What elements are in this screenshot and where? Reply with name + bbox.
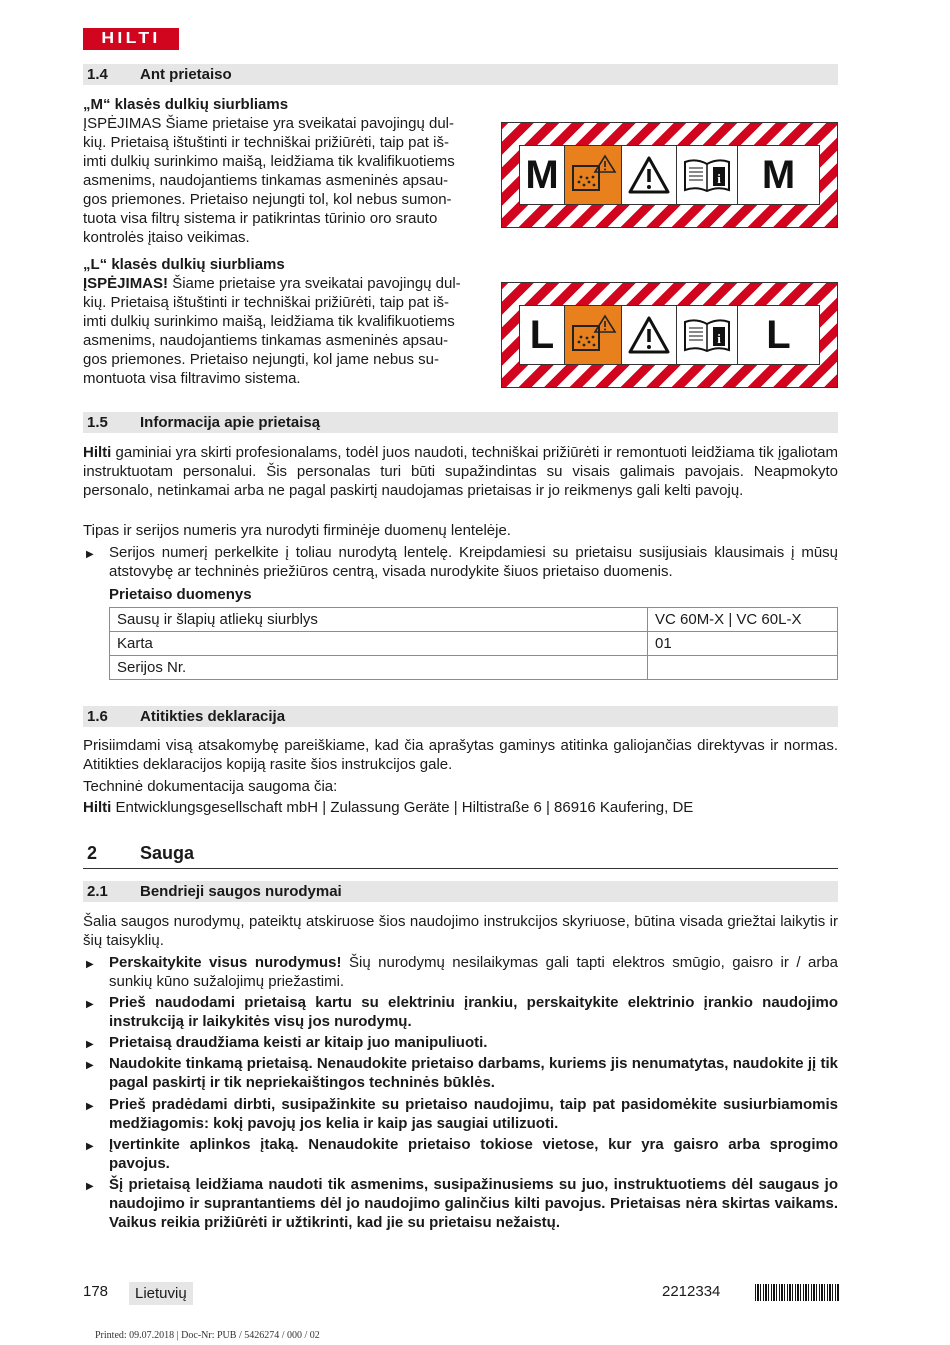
bullet-arrow-icon: ▶: [86, 549, 94, 560]
safety-bullet-2: Prieš naudodami prietaisą kartu su elektriniu įrankiu, perskaitykite elektrinio įrankio naudojimo instrukciją ir laikykitės visų jos nurodymų.: [109, 994, 838, 1030]
svg-text:i: i: [717, 171, 721, 186]
barcode-icon: [755, 1284, 839, 1301]
print-info: Printed: 09.07.2018 | Doc-Nr: PUB / 5426274 / 000 / 02: [95, 1330, 320, 1341]
bullet-arrow-icon: ▶: [86, 1039, 94, 1050]
dust-hazard-icon: [565, 306, 622, 364]
device-data-table: [109, 607, 838, 680]
hilti-logo: HILTI: [83, 28, 179, 50]
language-tag: Lietuvių: [129, 1282, 193, 1305]
tech-doc-note: Techninė dokumentacija saugoma čia:: [83, 778, 338, 795]
manufacturer-address: Hilti Entwicklungsgesellschaft mbH | Zulassung Geräte | Hiltistraße 6 | 86916 Kaufering, DE: [83, 799, 694, 816]
l-class-text: ĮSPĖJIMAS! Šiame prietaise yra sveikatai pavojingų dul- kių. Prietaisą ištuštinti ir techniškai prižiūrėti, taip pat iš- imti dulkių surinkimo maišą, leidžiama tik kvalifikuotiems asmenims, naudojantiems tinkamas asmeninės apsau- gos priemones. Prietaiso nejungti, kol jame nebus su- montuota visa filtravimo sistema.: [83, 275, 461, 387]
table-row: Serijos Nr.: [110, 656, 838, 680]
table-row: Karta 01: [110, 632, 838, 656]
dust-hazard-icon: [565, 146, 622, 204]
device-data-title: Prietaiso duomenys: [109, 586, 252, 603]
read-manual-icon: [677, 306, 738, 364]
m-class-heading: „M“ klasės dulkių siurbliams: [83, 96, 289, 113]
l-class-warning-label: [501, 282, 838, 388]
warning-triangle-icon: [622, 146, 677, 204]
section-bar-1-5: 1.5 Informacija apie prietaisą: [83, 412, 838, 433]
conformity-paragraph: Prisiimdami visą atsakomybę pareiškiame, kad čia aprašytas gaminys atitinka galiojančias direktyvas ir normas. Atitikties deklaracijos kopiją rasite šios instrukcijos gale.: [83, 737, 838, 773]
l-letter-right: L: [766, 313, 791, 357]
read-manual-icon: [677, 146, 738, 204]
safety-bullet-7: Šį prietaisą leidžiama naudoti tik asmenims, susipažinusiems su juo, instruktuotiems dėl saugaus jo naudojimo ir suprantantiems dėl jo naudojimo galinčius kilti pavojus. Prietaisas nėra skirtas vaikams. Vaikus reikia prižiūrėti ir užtikrinti, kad jie su prietaisu nežaistų.: [109, 1176, 838, 1231]
bullet-arrow-icon: ▶: [86, 1101, 94, 1112]
bullet-arrow-icon: ▶: [86, 959, 94, 970]
l-letter-left: L: [520, 306, 565, 364]
bullet-arrow-icon: ▶: [86, 1060, 94, 1071]
safety-bullet-6: Įvertinkite aplinkos įtaką. Nenaudokite prietaiso tokiose vietose, kur yra gaisro arba sprogimo pavojus.: [109, 1136, 838, 1172]
bullet-arrow-icon: ▶: [86, 1141, 94, 1152]
m-class-warning-label: [501, 122, 838, 228]
m-letter-left: M: [520, 146, 565, 204]
page-number: 178: [83, 1283, 109, 1300]
chapter-heading-2: 2 Sauga: [83, 844, 838, 869]
safety-intro: Šalia saugos nurodymų, pateiktų atskiruose šios naudojimo instrukcijos skyriuose, būtina visada griežtai laikytis ir šių taisyklių.: [83, 913, 838, 949]
safety-bullet-1: Perskaitykite visus nurodymus! Šių nurodymų nesilaikymas gali tapti elektros smūgio, gaisro ir / arba sunkių kūno sužalojimų priežastimi.: [109, 954, 838, 990]
l-class-heading: „L“ klasės dulkių siurbliams: [83, 256, 285, 273]
svg-text:i: i: [717, 331, 721, 346]
device-info-paragraph: Hilti gaminiai yra skirti profesionalams, todėl juos naudoti, techniškai prižiūrėti ir remontuoti leidžiama tik įgaliotam instruktuotam personalui. Šis personalas turi būti supažindintas su visais galimais pavojais. Neapmokyto personalo, netinkamai arba ne pagal paskirtį naudojamas prietaisas ir jo reikmenys gali kelti pavojų.: [83, 444, 838, 499]
safety-bullet-4: Naudokite tinkamą prietaisą. Nenaudokite prietaiso darbams, kuriems jis nenumatytas, naudokite jį tik pagal paskirtį ir tik nepriekaištingos techninės būklės.: [109, 1055, 838, 1091]
safety-bullet-3: Prietaisą draudžiama keisti ar kitaip juo manipuliuoti.: [109, 1034, 488, 1051]
document-code: 2212334: [662, 1283, 721, 1300]
warning-triangle-icon: [622, 306, 677, 364]
safety-bullet-5: Prieš pradėdami dirbti, susipažinkite su prietaiso naudojimu, taip pat pasidomėkite susiurbiamomis medžiagomis: kokį pavojų jos kelia ir kaip jas saugiai utilizuoti.: [109, 1096, 838, 1132]
section-bar-1-6: 1.6 Atitikties deklaracija: [83, 706, 838, 727]
m-class-text: ĮSPĖJIMAS Šiame prietaise yra sveikatai pavojingų dul- kių. Prietaisą ištuštinti ir techniškai prižiūrėti, taip pat iš- imti dulkių surinkimo maišą, leidžiama tik kvalifikuotiems asmenims, naudojantiems tinkamas asmeninės apsau- gos priemones. Prietaiso nejungti tol, kol nebus sumon- tuota visa filtrų sistema ir patikrintas tūrinio oro srauto kontrolės įtaiso veikimas.: [83, 115, 455, 246]
serial-number-instruction: Serijos numerį perkelkite į toliau nurodytą lentelę. Kreipdamiesi su prietaisu susijusiais klausimais į mūsų atstovybę ar techninės priežiūros centrą, visada nurodykite šiuos prietaiso duomenis.: [109, 544, 838, 580]
bullet-arrow-icon: ▶: [86, 1181, 94, 1192]
type-serial-note: Tipas ir serijos numeris yra nurodyti firminėje duomenų lentelėje.: [83, 522, 511, 539]
bullet-arrow-icon: ▶: [86, 999, 94, 1010]
m-letter-right: M: [761, 153, 796, 197]
section-bar-2-1: 2.1 Bendrieji saugos nurodymai: [83, 881, 838, 902]
table-row: Sausų ir šlapių atliekų siurblys VC 60M-X | VC 60L-X: [110, 608, 838, 632]
section-bar-1-4: 1.4 Ant prietaiso: [83, 64, 838, 85]
